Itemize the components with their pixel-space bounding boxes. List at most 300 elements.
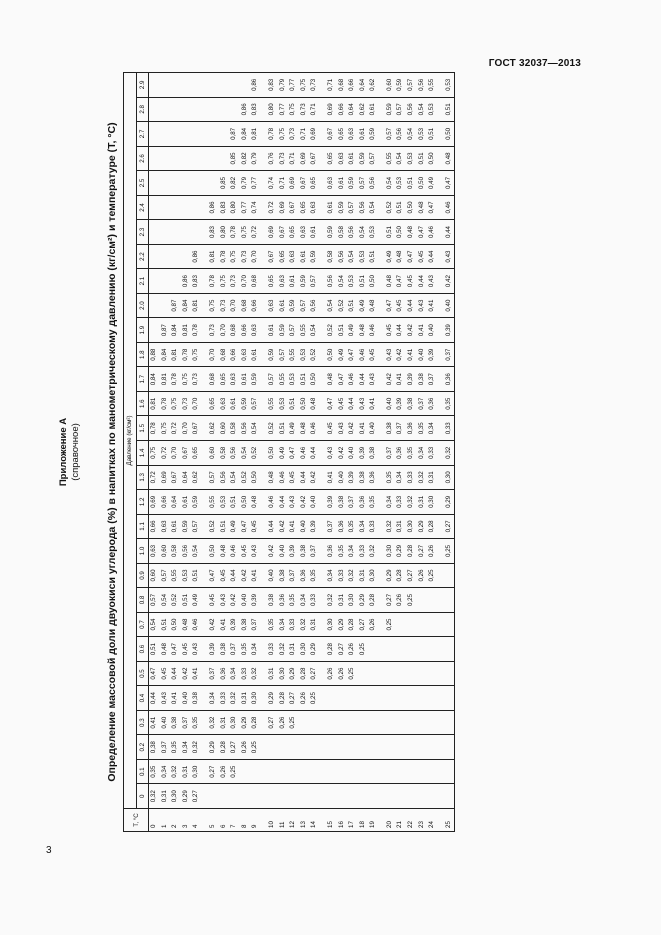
value-cell: 0,26	[278, 710, 289, 735]
value-cell: 0,75	[149, 441, 160, 466]
value-cell: 0,32	[278, 637, 289, 662]
value-cell: 0,46	[427, 220, 438, 245]
value-cell	[170, 171, 181, 196]
value-cell: 0,47	[406, 244, 417, 269]
value-cell: 0,36	[438, 367, 455, 392]
value-cell	[368, 735, 379, 760]
value-cell: 0,59	[347, 171, 358, 196]
value-cell: 0,69	[320, 97, 337, 122]
value-cell	[438, 686, 455, 711]
pressure-col-header: 0.8	[137, 588, 149, 613]
value-cell: 0,29	[309, 637, 320, 662]
pressure-col-header: 0.6	[137, 637, 149, 662]
value-cell	[417, 686, 428, 711]
value-cell: 0,45	[406, 269, 417, 294]
value-cell: 0,67	[299, 171, 310, 196]
value-cell: 0,59	[368, 122, 379, 147]
value-cell: 0,37	[288, 563, 299, 588]
temperature-cell: 10	[261, 809, 278, 832]
value-cell	[395, 661, 406, 686]
value-cell: 0,38	[149, 735, 160, 760]
value-cell: 0,68	[219, 342, 230, 367]
pressure-col-header: 2.9	[137, 73, 149, 98]
value-cell	[149, 318, 160, 343]
table-row	[149, 73, 160, 832]
value-cell	[427, 637, 438, 662]
value-cell: 0,40	[278, 539, 289, 564]
value-cell	[191, 73, 202, 98]
value-cell	[170, 73, 181, 98]
value-cell	[181, 220, 192, 245]
pressure-col-header: 0.5	[137, 661, 149, 686]
value-cell: 0,79	[250, 146, 261, 171]
value-cell: 0,65	[261, 269, 278, 294]
value-cell: 0,31	[240, 686, 251, 711]
value-cell: 0,53	[347, 269, 358, 294]
value-cell: 0,50	[320, 342, 337, 367]
value-cell: 0,58	[320, 244, 337, 269]
value-cell: 0,56	[368, 171, 379, 196]
value-cell: 0,31	[417, 490, 428, 515]
value-cell	[358, 661, 369, 686]
value-cell	[358, 710, 369, 735]
value-cell	[219, 146, 230, 171]
value-cell: 0,30	[368, 563, 379, 588]
value-cell: 0,44	[417, 269, 428, 294]
value-cell	[347, 686, 358, 711]
value-cell: 0,28	[278, 686, 289, 711]
table-row	[191, 73, 202, 832]
value-cell: 0,80	[229, 195, 240, 220]
pressure-col-header: 1.2	[137, 490, 149, 515]
value-cell: 0,61	[250, 342, 261, 367]
value-cell	[229, 73, 240, 98]
value-cell: 0,31	[160, 784, 171, 809]
value-cell: 0,54	[368, 195, 379, 220]
value-cell: 0,50	[427, 146, 438, 171]
value-cell: 0,35	[288, 588, 299, 613]
value-cell	[358, 759, 369, 784]
value-cell: 0,57	[368, 146, 379, 171]
value-cell: 0,30	[320, 612, 337, 637]
value-cell: 0,57	[202, 465, 219, 490]
value-cell: 0,81	[250, 122, 261, 147]
value-cell: 0,46	[261, 490, 278, 515]
value-cell: 0,54	[160, 588, 171, 613]
value-cell: 0,59	[240, 391, 251, 416]
value-cell: 0,56	[406, 97, 417, 122]
value-cell: 0,73	[229, 269, 240, 294]
value-cell: 0,48	[250, 490, 261, 515]
value-cell	[149, 97, 160, 122]
value-cell: 0,52	[250, 441, 261, 466]
value-cell: 0,44	[149, 686, 160, 711]
value-cell: 0,86	[250, 73, 261, 98]
value-cell: 0,31	[427, 465, 438, 490]
value-cell: 0,63	[299, 220, 310, 245]
value-cell	[438, 588, 455, 613]
temperature-cell: 19	[368, 809, 379, 832]
value-cell: 0,49	[347, 318, 358, 343]
value-cell: 0,47	[288, 441, 299, 466]
table-row	[379, 73, 396, 832]
value-cell	[427, 784, 438, 809]
temperature-cell: 9	[250, 809, 261, 832]
temperature-cell: 22	[406, 809, 417, 832]
value-cell	[278, 759, 289, 784]
value-cell: 0,73	[181, 391, 192, 416]
value-cell: 0,68	[250, 269, 261, 294]
value-cell: 0,42	[278, 514, 289, 539]
value-cell: 0,33	[395, 490, 406, 515]
value-cell: 0,27	[191, 784, 202, 809]
value-cell: 0,41	[149, 710, 160, 735]
value-cell	[438, 612, 455, 637]
table-row	[288, 73, 299, 832]
value-cell: 0,46	[299, 441, 310, 466]
value-cell: 0,25	[347, 661, 358, 686]
value-cell: 0,27	[358, 612, 369, 637]
appendix-subtitle: (справочное)	[70, 423, 81, 481]
value-cell: 0,45	[395, 293, 406, 318]
value-cell	[278, 735, 289, 760]
value-cell: 0,29	[358, 588, 369, 613]
value-cell: 0,51	[368, 244, 379, 269]
value-cell: 0,27	[438, 514, 455, 539]
value-cell: 0,27	[309, 661, 320, 686]
value-cell: 0,43	[358, 391, 369, 416]
value-cell: 0,75	[240, 220, 251, 245]
value-cell	[358, 735, 369, 760]
value-cell	[219, 97, 230, 122]
value-cell: 0,44	[395, 318, 406, 343]
value-cell: 0,65	[299, 195, 310, 220]
value-cell: 0,42	[379, 367, 396, 392]
value-cell: 0,51	[406, 171, 417, 196]
value-cell	[417, 784, 428, 809]
value-cell: 0,81	[160, 367, 171, 392]
pressure-col-header: 1.5	[137, 416, 149, 441]
value-cell: 0,51	[219, 514, 230, 539]
value-cell: 0,59	[358, 146, 369, 171]
value-cell: 0,67	[170, 465, 181, 490]
value-cell: 0,47	[417, 220, 428, 245]
value-cell: 0,29	[395, 539, 406, 564]
value-cell	[160, 195, 171, 220]
temperature-cell: 5	[202, 809, 219, 832]
value-cell: 0,63	[219, 391, 230, 416]
value-cell: 0,29	[288, 661, 299, 686]
value-cell: 0,33	[368, 514, 379, 539]
pressure-col-header: 2.5	[137, 171, 149, 196]
value-cell: 0,70	[191, 391, 202, 416]
value-cell: 0,48	[181, 612, 192, 637]
value-cell: 0,82	[240, 146, 251, 171]
value-cell: 0,84	[149, 367, 160, 392]
table-row	[181, 73, 192, 832]
value-cell: 0,78	[229, 220, 240, 245]
value-cell: 0,64	[358, 73, 369, 98]
table-row	[427, 73, 438, 832]
value-cell: 0,51	[379, 220, 396, 245]
value-cell: 0,55	[170, 563, 181, 588]
value-cell: 0,43	[219, 588, 230, 613]
value-cell	[395, 784, 406, 809]
value-cell: 0,54	[379, 171, 396, 196]
value-cell	[240, 784, 251, 809]
value-cell: 0,35	[438, 391, 455, 416]
value-cell: 0,51	[438, 97, 455, 122]
value-cell: 0,60	[219, 416, 230, 441]
value-cell: 0,52	[337, 293, 348, 318]
value-cell: 0,38	[170, 710, 181, 735]
value-cell: 0,43	[417, 293, 428, 318]
value-cell: 0,56	[347, 220, 358, 245]
value-cell	[358, 686, 369, 711]
temperature-header: Т, °С	[124, 809, 149, 832]
value-cell: 0,63	[149, 539, 160, 564]
value-cell: 0,50	[170, 612, 181, 637]
value-cell	[368, 661, 379, 686]
value-cell	[438, 563, 455, 588]
value-cell: 0,59	[379, 97, 396, 122]
value-cell: 0,32	[149, 784, 160, 809]
value-cell: 0,31	[261, 661, 278, 686]
value-cell	[229, 784, 240, 809]
value-cell: 0,34	[347, 539, 358, 564]
value-cell	[320, 759, 337, 784]
value-cell: 0,36	[278, 588, 289, 613]
value-cell: 0,27	[261, 710, 278, 735]
value-cell: 0,56	[320, 269, 337, 294]
value-cell	[149, 220, 160, 245]
value-cell: 0,67	[191, 416, 202, 441]
value-cell	[160, 122, 171, 147]
value-cell	[149, 269, 160, 294]
value-cell	[320, 710, 337, 735]
value-cell: 0,68	[240, 293, 251, 318]
value-cell: 0,33	[406, 465, 417, 490]
table-row	[160, 73, 171, 832]
value-cell: 0,35	[170, 735, 181, 760]
value-cell: 0,61	[229, 391, 240, 416]
value-cell: 0,66	[149, 514, 160, 539]
value-cell: 0,62	[368, 73, 379, 98]
value-cell: 0,53	[278, 391, 289, 416]
value-cell: 0,30	[299, 637, 310, 662]
value-cell: 0,41	[395, 367, 406, 392]
value-cell: 0,55	[427, 73, 438, 98]
value-cell: 0,48	[417, 195, 428, 220]
value-cell	[299, 759, 310, 784]
value-cell: 0,41	[170, 686, 181, 711]
value-cell	[417, 735, 428, 760]
value-cell: 0,28	[219, 735, 230, 760]
value-cell: 0,39	[347, 465, 358, 490]
value-cell: 0,56	[395, 122, 406, 147]
value-cell: 0,32	[368, 539, 379, 564]
value-cell: 0,34	[427, 416, 438, 441]
value-cell: 0,75	[288, 97, 299, 122]
value-cell: 0,45	[202, 588, 219, 613]
value-cell: 0,64	[347, 97, 358, 122]
value-cell: 0,73	[191, 367, 202, 392]
value-cell: 0,55	[379, 146, 396, 171]
value-cell: 0,72	[149, 465, 160, 490]
value-cell: 0,37	[395, 416, 406, 441]
value-cell: 0,26	[337, 661, 348, 686]
value-cell: 0,35	[417, 416, 428, 441]
value-cell: 0,72	[160, 441, 171, 466]
value-cell: 0,32	[320, 588, 337, 613]
value-cell: 0,47	[427, 195, 438, 220]
value-cell: 0,44	[278, 490, 289, 515]
value-cell	[406, 759, 417, 784]
value-cell: 0,29	[379, 563, 396, 588]
value-cell: 0,54	[229, 465, 240, 490]
value-cell	[309, 759, 320, 784]
value-cell: 0,56	[337, 244, 348, 269]
table-row	[299, 73, 310, 832]
value-cell: 0,72	[170, 416, 181, 441]
table-row	[406, 73, 417, 832]
value-cell	[170, 97, 181, 122]
value-cell: 0,47	[379, 293, 396, 318]
value-cell: 0,83	[219, 195, 230, 220]
value-cell: 0,78	[170, 367, 181, 392]
value-cell: 0,81	[149, 391, 160, 416]
value-cell: 0,38	[417, 367, 428, 392]
page-number: 3	[46, 845, 52, 856]
value-cell: 0,40	[181, 686, 192, 711]
value-cell: 0,40	[261, 563, 278, 588]
value-cell: 0,83	[250, 97, 261, 122]
value-cell	[149, 122, 160, 147]
value-cell: 0,43	[379, 342, 396, 367]
value-cell: 0,42	[299, 490, 310, 515]
value-cell: 0,59	[320, 220, 337, 245]
value-cell: 0,70	[250, 244, 261, 269]
value-cell: 0,51	[358, 269, 369, 294]
value-cell: 0,51	[160, 612, 171, 637]
value-cell: 0,45	[160, 661, 171, 686]
value-cell: 0,59	[250, 367, 261, 392]
value-cell: 0,46	[347, 367, 358, 392]
value-cell: 0,38	[219, 637, 230, 662]
value-cell: 0,43	[160, 686, 171, 711]
value-cell: 0,37	[379, 441, 396, 466]
header-row-group	[124, 73, 137, 832]
value-cell: 0,67	[288, 195, 299, 220]
value-cell: 0,41	[358, 416, 369, 441]
value-cell: 0,70	[181, 416, 192, 441]
value-cell	[427, 686, 438, 711]
value-cell	[181, 73, 192, 98]
temperature-cell: 25	[438, 809, 455, 832]
table-row	[250, 73, 261, 832]
value-cell: 0,38	[299, 539, 310, 564]
value-cell: 0,39	[202, 637, 219, 662]
value-cell: 0,68	[202, 367, 219, 392]
value-cell: 0,37	[181, 710, 192, 735]
value-cell: 0,38	[337, 490, 348, 515]
value-cell: 0,34	[379, 490, 396, 515]
value-cell: 0,77	[240, 195, 251, 220]
value-cell: 0,25	[406, 588, 417, 613]
value-cell	[149, 73, 160, 98]
value-cell: 0,57	[299, 293, 310, 318]
value-cell	[406, 784, 417, 809]
value-cell: 0,27	[288, 686, 299, 711]
value-cell: 0,26	[240, 735, 251, 760]
pressure-col-header: 2.0	[137, 293, 149, 318]
value-cell: 0,34	[320, 563, 337, 588]
value-cell: 0,44	[309, 441, 320, 466]
value-cell: 0,69	[149, 490, 160, 515]
value-cell	[417, 759, 428, 784]
temperature-cell: 13	[299, 809, 310, 832]
value-cell: 0,51	[181, 588, 192, 613]
value-cell: 0,73	[240, 244, 251, 269]
value-cell: 0,30	[191, 759, 202, 784]
value-cell	[427, 759, 438, 784]
value-cell	[395, 759, 406, 784]
value-cell: 0,50	[406, 195, 417, 220]
value-cell: 0,36	[219, 661, 230, 686]
value-cell	[337, 784, 348, 809]
value-cell: 0,62	[202, 416, 219, 441]
value-cell	[202, 146, 219, 171]
value-cell: 0,77	[288, 73, 299, 98]
value-cell: 0,36	[358, 490, 369, 515]
value-cell: 0,41	[417, 318, 428, 343]
value-cell: 0,56	[240, 416, 251, 441]
value-cell	[160, 73, 171, 98]
value-cell: 0,57	[149, 588, 160, 613]
value-cell: 0,26	[417, 563, 428, 588]
value-cell: 0,43	[191, 637, 202, 662]
value-cell: 0,39	[320, 490, 337, 515]
value-cell: 0,32	[229, 686, 240, 711]
value-cell	[417, 588, 428, 613]
value-cell	[170, 269, 181, 294]
value-cell: 0,25	[427, 563, 438, 588]
value-cell: 0,76	[261, 146, 278, 171]
value-cell: 0,57	[261, 367, 278, 392]
value-cell: 0,54	[191, 539, 202, 564]
value-cell: 0,65	[278, 244, 289, 269]
value-cell: 0,86	[191, 244, 202, 269]
value-cell: 0,61	[278, 293, 289, 318]
value-cell: 0,26	[320, 661, 337, 686]
value-cell	[170, 122, 181, 147]
value-cell: 0,63	[160, 514, 171, 539]
value-cell	[438, 735, 455, 760]
table-row	[358, 73, 369, 832]
value-cell: 0,39	[229, 612, 240, 637]
value-cell: 0,65	[288, 220, 299, 245]
temperature-cell: 0	[149, 809, 160, 832]
value-cell: 0,63	[229, 367, 240, 392]
table-row	[261, 73, 278, 832]
value-cell: 0,55	[261, 391, 278, 416]
pressure-col-header: 1.8	[137, 342, 149, 367]
value-cell	[347, 710, 358, 735]
value-cell: 0,42	[229, 588, 240, 613]
value-cell: 0,53	[181, 563, 192, 588]
value-cell: 0,28	[347, 612, 358, 637]
value-cell: 0,67	[320, 122, 337, 147]
